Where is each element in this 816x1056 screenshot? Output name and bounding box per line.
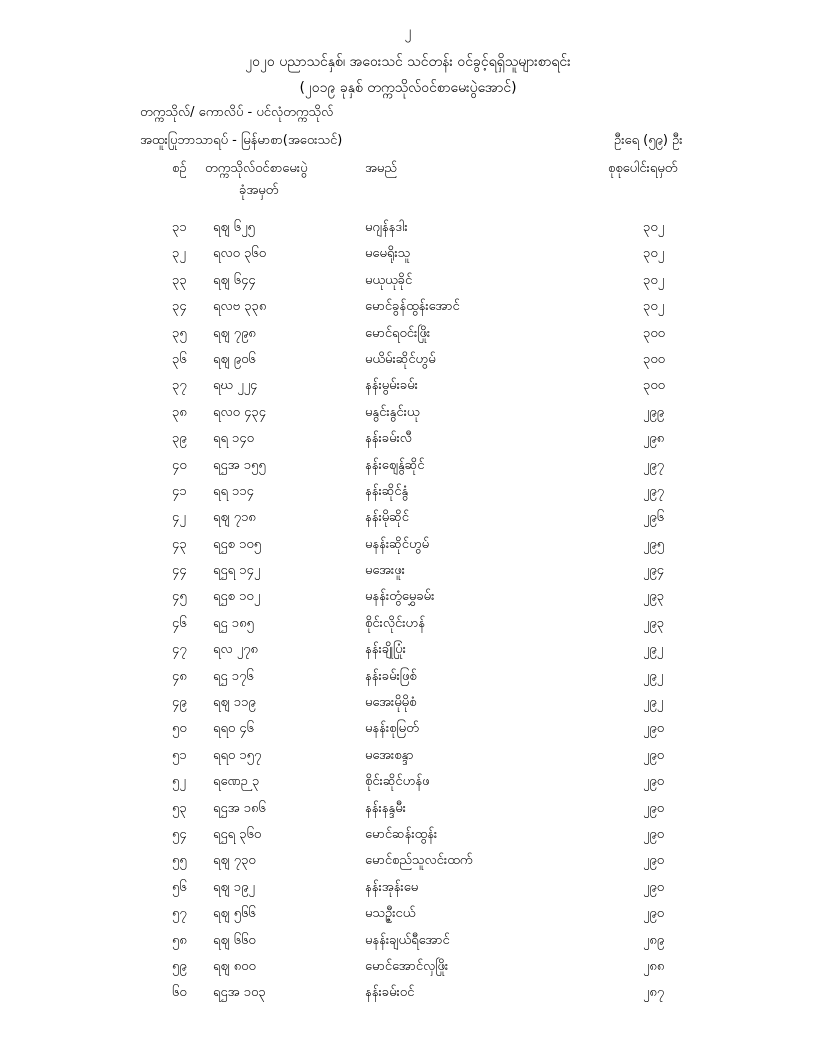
roll-number: ရဌ ၁၇၆ xyxy=(213,668,254,684)
header-roll-number xyxy=(205,158,355,202)
table-row xyxy=(0,957,816,983)
table-row xyxy=(0,983,816,1009)
university-line: တက္ကသိုလ်/ ကောလိပ် - ပင်လုံတက္ကသိုလ် xyxy=(140,105,334,120)
student-name: မောင်ခွန်ထွန်းအောင် xyxy=(365,299,460,315)
roll-number: ရဌစ ၁၀၂ xyxy=(213,589,261,605)
student-name: နန်းခမ်းဖြစ် xyxy=(365,668,417,684)
student-name: မမေရိုးသူ xyxy=(365,246,411,262)
row-number: ၄၆ xyxy=(172,615,187,631)
roll-number: ရဈ ၉၀၆ xyxy=(213,351,256,367)
total-marks: ၂၈၈ xyxy=(643,958,665,974)
roll-number: ရရ ၁၁၄ xyxy=(213,483,254,499)
row-number: ၄၇ xyxy=(172,642,187,658)
total-marks: ၂၉၀ xyxy=(643,747,665,763)
row-number: ၅၆ xyxy=(172,879,187,895)
table-row xyxy=(0,376,816,402)
page-number: ၂ xyxy=(404,24,412,40)
student-name: မယုယုခိုင် xyxy=(365,272,413,288)
roll-number: ရဌ ၁၈၅ xyxy=(213,615,254,631)
table-row xyxy=(0,297,816,323)
table-row xyxy=(0,403,816,429)
row-number: ၃၂ xyxy=(172,246,186,262)
student-name: မအေးမိုမိုစံ xyxy=(365,695,417,711)
total-marks: ၂၈၉ xyxy=(643,932,665,948)
student-name: နန်းမွမ်းခမ်း xyxy=(365,378,418,394)
table-row xyxy=(0,350,816,376)
table-row xyxy=(0,244,816,270)
total-marks: ၂၈၇ xyxy=(643,985,665,1001)
roll-number: ရရ၀ ၄၆ xyxy=(213,721,254,737)
row-number: ၄၉ xyxy=(172,695,187,711)
major-line: အထူးပြုဘာသာရပ် - မြန်မာစာ(အဝေးသင်) xyxy=(140,133,343,148)
student-name: နန်းအုန်းမေ xyxy=(365,879,419,895)
total-marks: ၂၉၉ xyxy=(643,404,665,420)
row-number: ၃၆ xyxy=(172,351,187,367)
row-number: ၅၇ xyxy=(172,906,187,922)
total-marks: ၃၀၂ xyxy=(643,246,665,262)
student-name: နန်းခမ်းလီ xyxy=(365,431,412,447)
roll-number: ရလဗ ၃၃၈ xyxy=(213,299,267,315)
document-title: ၂၀၂၀ ပညာသင်နှစ်၊ အဝေးသင် သင်တန်း ဝင်ခွင့်ရရှိသူများစာရင်း xyxy=(245,54,571,70)
row-number: ၃၈ xyxy=(172,404,187,420)
total-marks: ၂၉၂ xyxy=(643,695,664,711)
table-row xyxy=(0,878,816,904)
roll-number: ရဈ ၇၉၈ xyxy=(213,325,256,341)
table-row xyxy=(0,851,816,877)
student-name: မအေးဖူး xyxy=(365,563,405,579)
total-count-line: ဦးရေ (၅၉) ဦး xyxy=(614,133,683,148)
total-marks: ၃၀၂ xyxy=(643,220,665,235)
table-row xyxy=(0,772,816,798)
student-name: မနန်းတွံမွှေခမ်း xyxy=(365,589,435,605)
table-row xyxy=(0,587,816,613)
roll-number: ရဈ ၆၂၅ xyxy=(213,220,255,235)
header-name: အမည် xyxy=(365,161,397,176)
roll-number: ရဈ ၆၄၄ xyxy=(213,272,256,288)
total-marks: ၂၉၂ xyxy=(643,668,664,684)
total-marks: ၂၉၈ xyxy=(643,431,665,447)
roll-number: ရဈ ၁၁၉ xyxy=(213,695,256,711)
row-number: ၅၃ xyxy=(172,800,187,816)
total-marks: ၂၉၃ xyxy=(643,589,665,605)
table-row xyxy=(0,561,816,587)
student-name: မနန်းဆိုင်ဟွမ် xyxy=(365,536,430,552)
student-name: နန်းခမ်းဝင် xyxy=(365,985,415,1001)
row-number: ၃၄ xyxy=(172,299,187,315)
student-name: နန်းဈေနွ်ဆိုင် xyxy=(365,457,425,473)
roll-number: ရလဝ ၃၆၀ xyxy=(213,246,267,262)
row-number: ၃၇ xyxy=(172,378,187,394)
row-number: ၃၃ xyxy=(172,272,187,288)
roll-number: ရဃ ၂၂၄ xyxy=(213,378,258,394)
row-number: ၄၂ xyxy=(172,510,186,526)
document-subtitle: (၂၀၁၉ ခုနှစ် တက္ကသိုလ်ဝင်စာမေးပွဲအောင်) xyxy=(299,80,517,96)
table-row xyxy=(0,218,816,244)
student-name: မနန်းစုမြတ် xyxy=(365,721,419,737)
student-name: စိုင်းလိုင်းဟန် xyxy=(365,615,425,631)
total-marks: ၂၉၀ xyxy=(643,800,665,816)
table-row xyxy=(0,693,816,719)
row-number: ၄၈ xyxy=(172,668,187,684)
roll-number: ရဈ ၇၃၀ xyxy=(213,853,256,869)
row-number: ၄၁ xyxy=(172,483,187,499)
student-name: နန်းဆိုင်နွံ xyxy=(365,483,409,499)
total-marks: ၃၀၂ xyxy=(643,299,665,315)
header-total-marks: စုစုပေါင်းရမှတ် xyxy=(608,161,678,176)
student-name: မနွင်းနွင်းယု xyxy=(365,404,420,420)
row-number: ၅၀ xyxy=(172,721,187,737)
table-row xyxy=(0,508,816,534)
student-name: မသဉ္ဇီးငယ် xyxy=(365,906,416,922)
total-marks: ၃၀၀ xyxy=(643,351,665,367)
header-no: စဉ် xyxy=(172,161,187,176)
total-marks: ၂၉၀ xyxy=(643,853,665,869)
student-name: နန်းနန္ဒမီး xyxy=(365,800,406,816)
row-number: ၅၈ xyxy=(172,932,187,948)
table-row xyxy=(0,799,816,825)
table-row xyxy=(0,535,816,561)
row-number: ၃၉ xyxy=(172,431,187,447)
row-number: ၅၄ xyxy=(172,826,187,842)
table-row xyxy=(0,456,816,482)
student-name: မောင်ဆန်းထွန်း xyxy=(365,826,438,842)
student-name: နန်းချိုပြုံး xyxy=(365,642,406,658)
table-row xyxy=(0,271,816,297)
row-number: ၄၃ xyxy=(172,536,187,552)
table-row xyxy=(0,931,816,957)
student-name: စိုင်းဆိုင်ဟန်ဖ xyxy=(365,774,430,790)
total-marks: ၂၉၀ xyxy=(643,721,665,737)
table-row xyxy=(0,640,816,666)
row-number: ၅၅ xyxy=(172,853,187,869)
total-marks: ၂၉၃ xyxy=(643,615,665,631)
roll-number: ရဏေဉ ၃ xyxy=(213,774,260,790)
student-name: မောင်အောင်လှဖြိုး xyxy=(365,958,449,974)
total-marks: ၂၉၇ xyxy=(643,457,665,473)
total-marks: ၃၀၀ xyxy=(643,325,665,341)
total-marks: ၃၀၀ xyxy=(643,378,665,394)
roll-number: ရဌအ ၁၀၃ xyxy=(213,985,266,1001)
total-marks: ၂၉၀ xyxy=(643,826,665,842)
roll-number: ရရ ၁၄၀ xyxy=(213,431,254,447)
row-number: ၅၁ xyxy=(172,747,187,763)
roll-number: ရလဝ ၄၃၄ xyxy=(213,404,267,420)
student-name: နန်းမိုဆိုင် xyxy=(365,510,409,526)
total-marks: ၂၉၀ xyxy=(643,906,665,922)
table-row xyxy=(0,904,816,930)
row-number: ၄၀ xyxy=(172,457,187,473)
total-marks: ၂၉၆ xyxy=(643,510,665,526)
table-row xyxy=(0,429,816,455)
total-marks: ၂၉၅ xyxy=(643,536,665,552)
table-row xyxy=(0,614,816,640)
roll-number: ရဌအ ၁၅၅ xyxy=(213,457,266,473)
student-name: မနန်းချယ်ရီအောင် xyxy=(365,932,450,948)
table-row xyxy=(0,482,816,508)
table-row xyxy=(0,719,816,745)
row-number: ၅၉ xyxy=(172,958,187,974)
row-number: ၄၅ xyxy=(172,589,187,605)
total-marks: ၂၉၄ xyxy=(643,563,665,579)
table-row xyxy=(0,825,816,851)
row-number: ၃၁ xyxy=(172,220,187,235)
total-marks: ၂၉၇ xyxy=(643,483,665,499)
table-row xyxy=(0,746,816,772)
roll-number: ရဌစ ၁၀၅ xyxy=(213,536,262,552)
row-number: ၄၄ xyxy=(172,563,187,579)
header-roll-line2: ခုံအမှတ် xyxy=(239,183,279,198)
total-marks: ၃၀၂ xyxy=(643,272,665,288)
roll-number: ရဌအ ၁၈၆ xyxy=(213,800,266,816)
roll-number: ရဌရ ၃၆၀ xyxy=(213,826,262,842)
student-name: မအေးစန္ဒာ xyxy=(365,747,414,763)
student-name: မယိမ်းဆိုင်ဟွမ် xyxy=(365,351,436,367)
roll-number: ရဈ ၅၆၆ xyxy=(213,906,256,922)
roll-number: ရဈ ၆၆၀ xyxy=(213,932,256,948)
total-marks: ၂၉၀ xyxy=(643,879,665,895)
roll-number: ရဈ ၈၀၀ xyxy=(213,958,256,974)
roll-number: ရဌရ ၁၄၂ xyxy=(213,563,261,579)
total-marks: ၂၉၀ xyxy=(643,774,665,790)
student-name: မောင်ရဝင်းဖြိုး xyxy=(365,325,431,341)
results-table xyxy=(0,218,816,1010)
header-roll-line1: တက္ကသိုလ်ဝင်စာမေးပွဲ xyxy=(205,161,308,176)
table-row xyxy=(0,667,816,693)
roll-number: ရလ ၂၇၈ xyxy=(213,642,258,658)
total-marks: ၂၉၂ xyxy=(643,642,664,658)
roll-number: ရဈ ၁၉၂ xyxy=(213,879,255,895)
student-name: မောင်စည်သူလင်းထက် xyxy=(365,853,473,869)
row-number: ၃၅ xyxy=(172,325,187,341)
student-name: မဂျန်နဒါး xyxy=(365,220,408,235)
roll-number: ရဈ ၇၁၈ xyxy=(213,510,256,526)
table-row xyxy=(0,324,816,350)
row-number: ၅၂ xyxy=(172,774,186,790)
row-number: ၆၀ xyxy=(172,985,187,1001)
roll-number: ရရ၀ ၁၅၇ xyxy=(213,747,262,763)
